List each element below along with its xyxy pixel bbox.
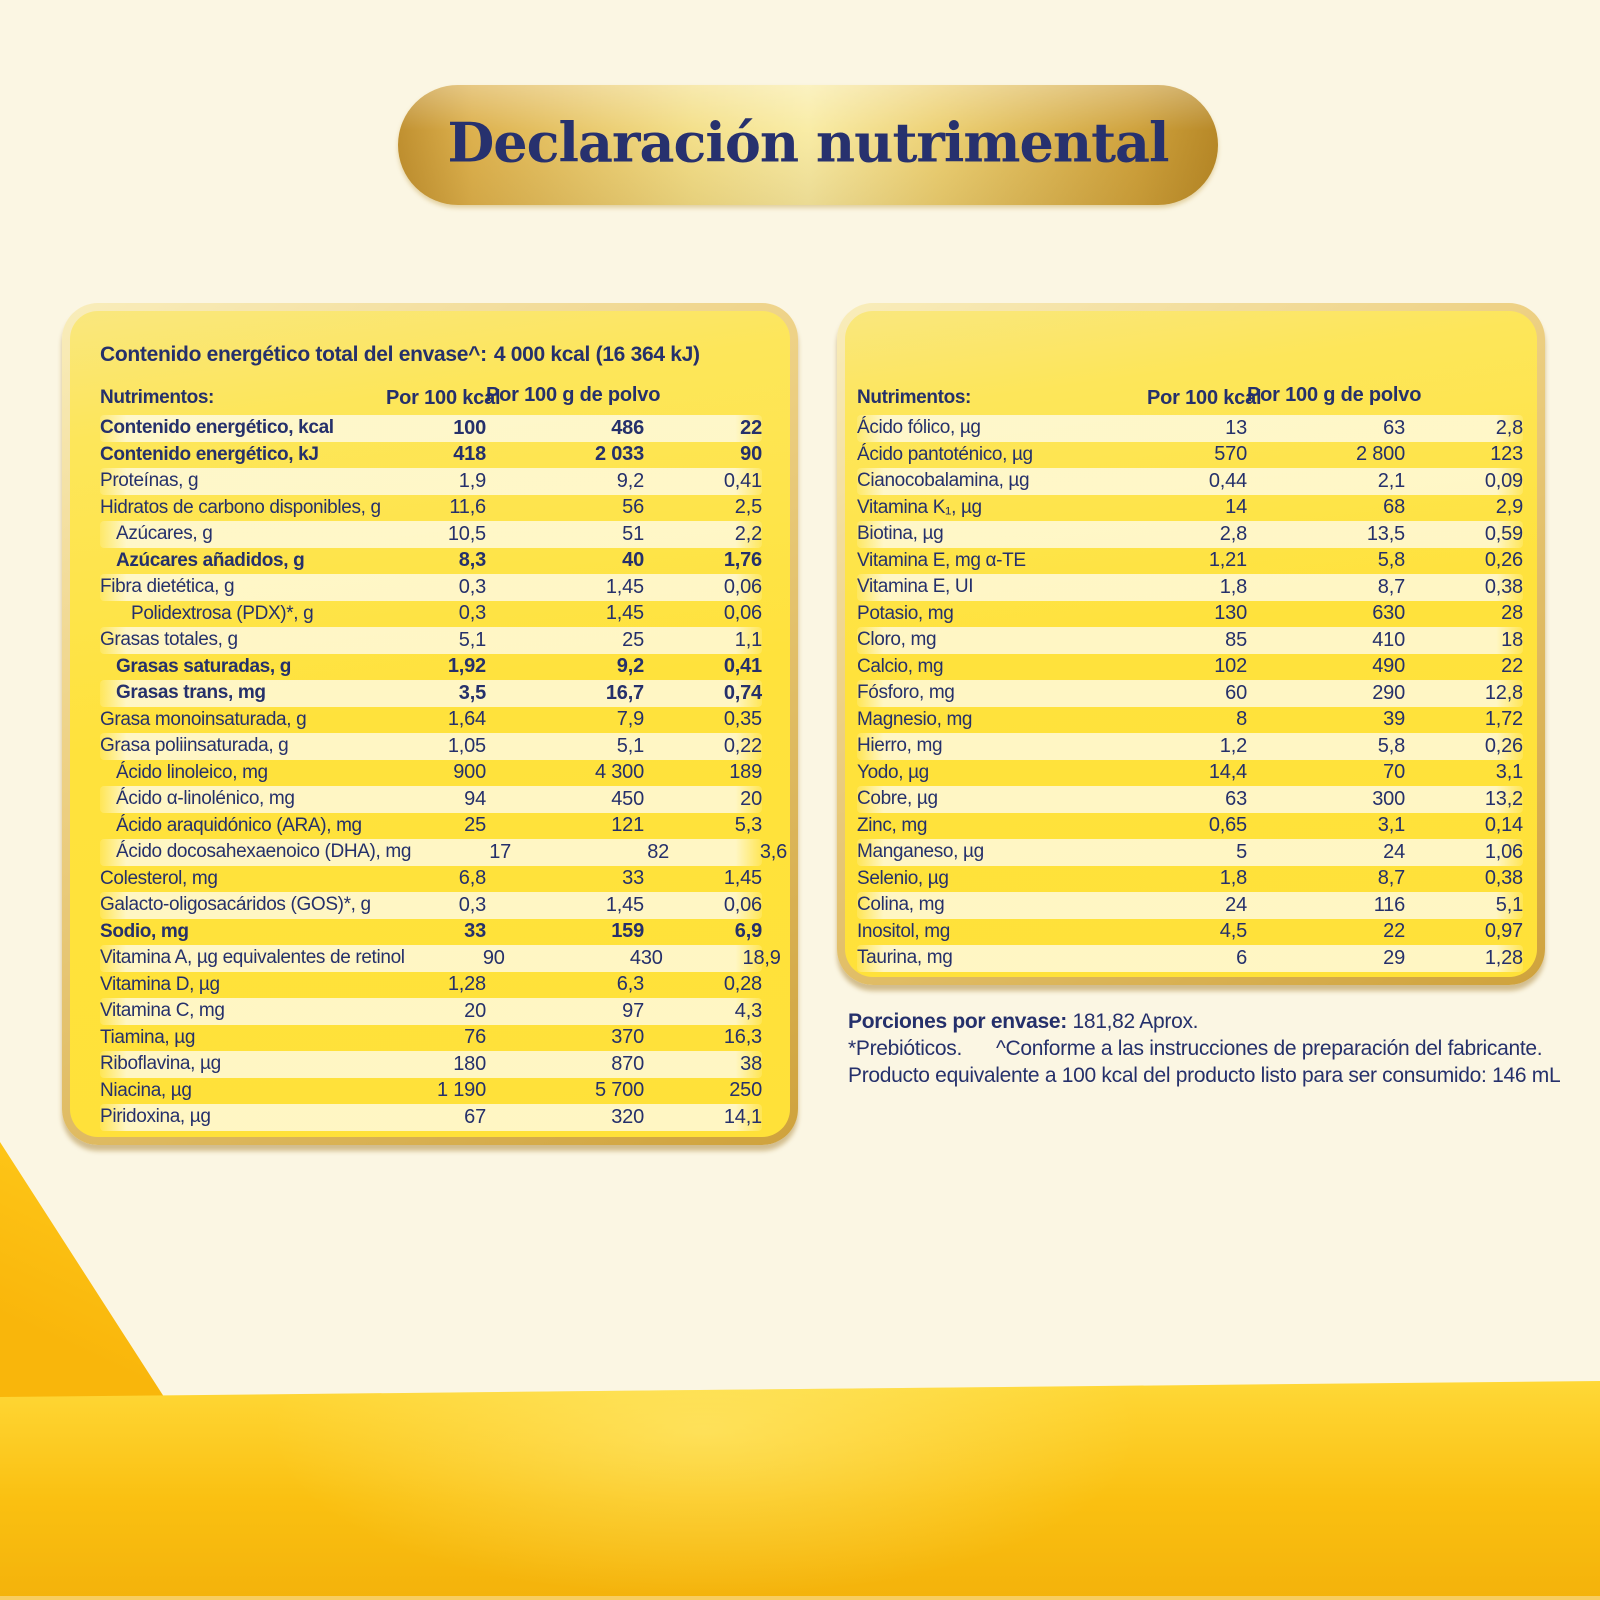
- nutrient-label: Azúcares añadidos, g: [116, 549, 305, 571]
- prebiotics-note: *Prebióticos.: [848, 1037, 962, 1060]
- notes-line: [848, 1035, 1568, 1062]
- value-per-100kcal: 13: [1225, 416, 1247, 439]
- value-per-100g: 33: [622, 867, 644, 890]
- value-per-serving: 28: [1501, 602, 1523, 625]
- value-per-serving: 1,28: [1484, 946, 1523, 969]
- value-per-100g: 430: [629, 946, 663, 969]
- value-per-100kcal: 1,28: [447, 973, 486, 996]
- table-row: [100, 1078, 762, 1105]
- value-per-serving: 0,97: [1484, 920, 1523, 943]
- nutrient-label: Cloro, mg: [857, 629, 937, 651]
- value-per-serving: 0,59: [1484, 522, 1523, 545]
- value-per-serving: 3,1: [1495, 761, 1523, 784]
- value-per-100g: 70: [1383, 761, 1405, 784]
- nutrient-label: Vitamina D, µg: [100, 973, 220, 995]
- value-per-100kcal: 6: [1236, 946, 1247, 969]
- nutrient-label: Potasio, mg: [857, 602, 954, 624]
- nutrition-panel-right-inner: [845, 311, 1537, 977]
- nutrition-panel-left: [62, 303, 798, 1145]
- value-per-100kcal: 8,3: [458, 549, 486, 572]
- value-per-100kcal: 94: [464, 787, 486, 810]
- nutrient-label: Ácido linoleico, mg: [116, 761, 268, 783]
- value-per-serving: 3,6: [759, 840, 788, 863]
- energy-total-line: [100, 339, 762, 371]
- table-row: [100, 680, 762, 707]
- value-per-100kcal: 5: [1236, 840, 1247, 863]
- value-per-serving: 5,1: [1495, 893, 1523, 916]
- nutrient-label: Ácido α-linolénico, mg: [116, 788, 295, 810]
- value-per-100g: 29: [1383, 946, 1405, 969]
- value-per-100g: 7,9: [616, 708, 644, 731]
- value-per-serving: 13,2: [1484, 787, 1523, 810]
- value-per-100kcal: 0,3: [458, 575, 486, 598]
- value-per-serving: 18: [1501, 628, 1523, 651]
- table-row: [100, 813, 762, 840]
- value-per-100g: 410: [1372, 628, 1405, 651]
- value-per-100g: 159: [611, 920, 644, 943]
- value-per-100kcal: 85: [1225, 628, 1247, 651]
- bottom-yellow-band-decoration: [0, 1381, 1600, 1600]
- value-per-100g: 24: [1383, 840, 1405, 863]
- table-row: [857, 919, 1523, 946]
- value-per-serving: 0,26: [1484, 549, 1523, 572]
- value-per-100kcal: 1,92: [447, 655, 486, 678]
- table-row: [100, 548, 762, 575]
- header-per-100g: Por 100 g de polvo: [1247, 383, 1422, 406]
- value-per-100kcal: 0,3: [458, 893, 486, 916]
- table-row: [857, 548, 1523, 575]
- table-row: [100, 786, 762, 813]
- value-per-serving: 0,26: [1484, 734, 1523, 757]
- table-body-right: [857, 415, 1523, 972]
- nutrient-label: Tiamina, µg: [100, 1026, 196, 1048]
- servings-label: Porciones por envase:: [848, 1010, 1067, 1033]
- value-per-100g: 2,1: [1377, 469, 1405, 492]
- nutrient-label: Ácido araquidónico (ARA), mg: [116, 814, 362, 836]
- nutrient-label: Manganeso, µg: [857, 841, 984, 863]
- value-per-serving: 0,14: [1484, 814, 1523, 837]
- value-per-serving: 189: [729, 761, 762, 784]
- value-per-100kcal: 14,4: [1208, 761, 1247, 784]
- value-per-serving: 0,06: [723, 602, 762, 625]
- value-per-100kcal: 180: [453, 1052, 486, 1075]
- value-per-100g: 25: [622, 628, 644, 651]
- value-per-serving: 12,8: [1484, 681, 1523, 704]
- table-row: [100, 601, 762, 628]
- table-row: [100, 972, 762, 999]
- table-header-right: [857, 381, 1523, 415]
- equivalence-line: [848, 1062, 1568, 1089]
- table-row: [857, 786, 1523, 813]
- value-per-100kcal: 10,5: [447, 522, 486, 545]
- value-per-100g: 13,5: [1366, 522, 1405, 545]
- table-row: [100, 654, 762, 681]
- value-per-serving: 0,41: [723, 469, 762, 492]
- value-per-100g: 1,45: [605, 893, 644, 916]
- value-per-serving: 2,8: [1495, 416, 1523, 439]
- value-per-serving: 2,2: [734, 522, 762, 545]
- value-per-100g: 82: [647, 840, 670, 863]
- value-per-100g: 51: [622, 522, 644, 545]
- value-per-100kcal: 17: [489, 840, 512, 863]
- nutrient-label: Biotina, µg: [857, 523, 944, 545]
- value-per-serving: 1,06: [1484, 840, 1523, 863]
- nutrient-label: Taurina, mg: [857, 947, 953, 969]
- header-per-100kcal: Por 100 kcal: [386, 386, 501, 409]
- servings-value: 181,82 Aprox.: [1072, 1010, 1199, 1033]
- value-per-100g: 2 800: [1355, 443, 1405, 466]
- value-per-100kcal: 102: [1214, 655, 1247, 678]
- table-row: [857, 574, 1523, 601]
- nutrient-label: Colesterol, mg: [100, 867, 218, 889]
- value-per-serving: 22: [740, 416, 762, 439]
- table-row: [857, 601, 1523, 628]
- nutrition-panel-left-inner: [70, 311, 790, 1137]
- value-per-100kcal: 76: [464, 1026, 486, 1049]
- value-per-100g: 486: [611, 416, 644, 439]
- nutrient-label: Vitamina C, mg: [100, 1000, 225, 1022]
- value-per-100kcal: 1,21: [1208, 549, 1247, 572]
- value-per-100kcal: 1,64: [447, 708, 486, 731]
- nutrient-label: Sodio, mg: [100, 920, 189, 942]
- value-per-100kcal: 60: [1225, 681, 1247, 704]
- value-per-100g: 8,7: [1377, 867, 1405, 890]
- value-per-serving: 14,1: [723, 1105, 762, 1128]
- table-row: [857, 733, 1523, 760]
- nutrient-label: Galacto-oligosacáridos (GOS)*, g: [100, 894, 371, 916]
- nutrient-label: Vitamina A, µg equivalentes de retinol: [100, 947, 405, 969]
- table-row: [100, 627, 762, 654]
- table-row: [857, 866, 1523, 893]
- value-per-100kcal: 100: [453, 416, 486, 439]
- table-row: [857, 415, 1523, 442]
- nutrient-label: Ácido fólico, µg: [857, 417, 981, 439]
- table-row: [857, 495, 1523, 522]
- value-per-100kcal: 63: [1225, 787, 1247, 810]
- value-per-100g: 22: [1383, 920, 1405, 943]
- table-body-left: [100, 415, 788, 1131]
- value-per-100kcal: 1,8: [1219, 575, 1247, 598]
- nutrient-label: Cianocobalamina, µg: [857, 470, 1030, 492]
- value-per-serving: 2,9: [1495, 496, 1523, 519]
- table-row: [100, 1104, 762, 1131]
- value-per-100kcal: 130: [1214, 602, 1247, 625]
- table-row: [857, 760, 1523, 787]
- value-per-100g: 5,1: [616, 734, 644, 757]
- value-per-100g: 39: [1383, 708, 1405, 731]
- nutrient-label: Colina, mg: [857, 894, 945, 916]
- value-per-serving: 0,74: [723, 681, 762, 704]
- table-row: [857, 627, 1523, 654]
- table-row: [857, 839, 1523, 866]
- header-nutrients: Nutrimentos:: [857, 387, 972, 408]
- value-per-100g: 370: [611, 1026, 644, 1049]
- value-per-100kcal: 2,8: [1219, 522, 1247, 545]
- preparation-note: ^Conforme a las instrucciones de preparación del fabricante.: [996, 1037, 1543, 1060]
- nutrient-label: Cobre, µg: [857, 788, 938, 810]
- value-per-100g: 870: [611, 1052, 644, 1075]
- table-row: [857, 680, 1523, 707]
- value-per-100g: 63: [1383, 416, 1405, 439]
- value-per-100g: 121: [611, 814, 644, 837]
- table-row: [100, 1051, 762, 1078]
- value-per-serving: 1,72: [1484, 708, 1523, 731]
- value-per-serving: 20: [740, 787, 762, 810]
- energy-total-label: Contenido energético total del envase^:: [100, 343, 487, 366]
- value-per-100kcal: 418: [453, 443, 486, 466]
- table-row: [857, 468, 1523, 495]
- value-per-100kcal: 570: [1214, 443, 1247, 466]
- value-per-100kcal: 11,6: [449, 496, 486, 519]
- value-per-serving: 5,3: [734, 814, 762, 837]
- value-per-serving: 16,3: [723, 1026, 762, 1049]
- nutrient-label: Fibra dietética, g: [100, 576, 235, 598]
- table-row: [100, 839, 788, 866]
- value-per-100kcal: 0,3: [458, 602, 486, 625]
- table-row: [857, 892, 1523, 919]
- nutrient-label: Hidratos de carbono disponibles, g: [100, 496, 381, 518]
- value-per-100kcal: 67: [464, 1105, 486, 1128]
- value-per-100g: 6,3: [616, 973, 644, 996]
- value-per-serving: 1,45: [723, 867, 762, 890]
- nutrient-label: Grasas trans, mg: [116, 682, 266, 704]
- table-row: [100, 574, 762, 601]
- title-banner: [398, 85, 1218, 205]
- footnotes: [848, 1008, 1568, 1089]
- value-per-100kcal: 900: [453, 761, 486, 784]
- value-per-100g: 40: [622, 549, 644, 572]
- value-per-100g: 320: [611, 1105, 644, 1128]
- nutrient-label: Polidextrosa (PDX)*, g: [131, 602, 314, 624]
- value-per-100g: 1,45: [605, 575, 644, 598]
- nutrient-label: Fósforo, mg: [857, 682, 955, 704]
- table-header-left: [100, 381, 762, 415]
- value-per-100g: 3,1: [1377, 814, 1405, 837]
- value-per-100kcal: 1,05: [447, 734, 486, 757]
- value-per-100g: 68: [1383, 496, 1405, 519]
- value-per-serving: 18,9: [742, 946, 781, 969]
- value-per-serving: 2,5: [734, 496, 762, 519]
- nutrient-label: Yodo, µg: [857, 761, 929, 783]
- table-row: [100, 442, 762, 469]
- value-per-100kcal: 20: [464, 999, 486, 1022]
- table-row: [100, 945, 781, 972]
- table-row: [100, 1025, 762, 1052]
- value-per-100kcal: 4,5: [1219, 920, 1247, 943]
- nutrient-label: Vitamina E, UI: [857, 576, 974, 598]
- value-per-100g: 2 033: [594, 443, 644, 466]
- nutrient-label: Vitamina E, mg α-TE: [857, 549, 1026, 571]
- value-per-100kcal: 1 190: [436, 1079, 486, 1102]
- value-per-100g: 9,2: [616, 655, 644, 678]
- nutrient-label: Hierro, mg: [857, 735, 943, 757]
- value-per-100kcal: 25: [464, 814, 486, 837]
- value-per-100g: 4 300: [594, 761, 644, 784]
- table-row: [100, 707, 762, 734]
- nutrient-label: Ácido docosahexaenoico (DHA), mg: [116, 841, 412, 863]
- value-per-100kcal: 3,5: [458, 681, 486, 704]
- nutrient-label: Grasa poliinsaturada, g: [100, 735, 289, 757]
- nutrient-label: Ácido pantoténico, µg: [857, 443, 1033, 465]
- value-per-100kcal: 1,9: [458, 469, 486, 492]
- value-per-100g: 300: [1372, 787, 1405, 810]
- value-per-serving: 0,06: [723, 575, 762, 598]
- value-per-100kcal: 0,44: [1208, 469, 1247, 492]
- value-per-100g: 630: [1372, 602, 1405, 625]
- value-per-100kcal: 6,8: [458, 867, 486, 890]
- table-row: [100, 998, 762, 1025]
- value-per-100g: 1,45: [605, 602, 644, 625]
- nutrient-label: Zinc, mg: [857, 814, 928, 836]
- value-per-serving: 0,38: [1484, 575, 1523, 598]
- value-per-serving: 1,76: [723, 549, 762, 572]
- nutrient-label: Inositol, mg: [857, 920, 950, 942]
- value-per-serving: 123: [1490, 443, 1523, 466]
- nutrient-label: Contenido energético, kJ: [100, 443, 319, 465]
- value-per-serving: 0,28: [723, 973, 762, 996]
- table-row: [857, 945, 1523, 972]
- table-row: [100, 468, 762, 495]
- value-per-serving: 6,9: [734, 920, 762, 943]
- nutrient-label: Magnesio, mg: [857, 708, 973, 730]
- value-per-serving: 0,09: [1484, 469, 1523, 492]
- nutrient-label: Grasa monoinsaturada, g: [100, 708, 307, 730]
- value-per-100kcal: 0,65: [1208, 814, 1247, 837]
- nutrient-label: Azúcares, g: [116, 523, 213, 545]
- energy-total-value: 4 000 kcal (16 364 kJ): [493, 343, 700, 366]
- value-per-serving: 0,35: [723, 708, 762, 731]
- value-per-100g: 16,7: [605, 681, 644, 704]
- bottom-left-wedge-decoration: [0, 1142, 166, 1400]
- servings-line: [848, 1008, 1568, 1035]
- value-per-100g: 5 700: [594, 1079, 644, 1102]
- value-per-100kcal: 1,8: [1219, 867, 1247, 890]
- nutrient-label: Grasas totales, g: [100, 629, 238, 651]
- table-row: [100, 521, 762, 548]
- value-per-100g: 56: [622, 496, 644, 519]
- table-row: [100, 892, 762, 919]
- value-per-100g: 9,2: [616, 469, 644, 492]
- table-row: [100, 495, 762, 522]
- value-per-serving: 1,1: [734, 628, 762, 651]
- table-row: [857, 442, 1523, 469]
- nutrition-panel-right: [837, 303, 1545, 985]
- nutrient-label: Proteínas, g: [100, 470, 199, 492]
- value-per-serving: 4,3: [734, 999, 762, 1022]
- value-per-100kcal: 24: [1225, 893, 1247, 916]
- value-per-100g: 5,8: [1377, 549, 1405, 572]
- value-per-serving: 250: [729, 1079, 762, 1102]
- value-per-100g: 290: [1372, 681, 1405, 704]
- nutrient-label: Grasas saturadas, g: [116, 655, 292, 677]
- table-row: [100, 733, 762, 760]
- table-row: [857, 813, 1523, 840]
- value-per-100kcal: 14: [1225, 496, 1247, 519]
- table-row: [857, 707, 1523, 734]
- nutrient-label: Riboflavina, µg: [100, 1053, 221, 1075]
- value-per-100g: 450: [611, 787, 644, 810]
- table-row: [100, 760, 762, 787]
- value-per-serving: 0,41: [723, 655, 762, 678]
- table-row: [100, 866, 762, 893]
- header-per-100g: Por 100 g de polvo: [486, 383, 661, 406]
- nutrient-label: Selenio, µg: [857, 867, 949, 889]
- value-per-serving: 22: [1501, 655, 1523, 678]
- value-per-100kcal: 8: [1236, 708, 1247, 731]
- value-per-100kcal: 5,1: [458, 628, 486, 651]
- nutrient-label: Vitamina K₁, µg: [857, 496, 982, 518]
- value-per-100kcal: 90: [482, 946, 505, 969]
- value-per-100g: 5,8: [1377, 734, 1405, 757]
- nutrient-label: Calcio, mg: [857, 655, 944, 677]
- value-per-serving: 0,06: [723, 893, 762, 916]
- value-per-100g: 116: [1373, 893, 1405, 916]
- nutrient-label: Contenido energético, kcal: [100, 417, 334, 439]
- value-per-serving: 0,38: [1484, 867, 1523, 890]
- value-per-serving: 38: [740, 1052, 762, 1075]
- table-row: [857, 521, 1523, 548]
- table-row: [857, 654, 1523, 681]
- nutrient-label: Piridoxina, µg: [100, 1106, 211, 1128]
- value-per-100kcal: 1,2: [1219, 734, 1247, 757]
- bottom-edge-highlight: [0, 1596, 1600, 1600]
- header-nutrients: Nutrimentos:: [100, 387, 215, 408]
- value-per-100g: 8,7: [1377, 575, 1405, 598]
- value-per-serving: 0,22: [723, 734, 762, 757]
- nutrient-label: Niacina, µg: [100, 1079, 192, 1101]
- equivalence-note: Producto equivalente a 100 kcal del producto listo para ser consumido: 146 mL: [848, 1064, 1561, 1087]
- value-per-100g: 97: [622, 999, 644, 1022]
- value-per-100kcal: 33: [464, 920, 486, 943]
- value-per-100g: 490: [1372, 655, 1405, 678]
- table-row: [100, 919, 762, 946]
- value-per-serving: 90: [740, 443, 762, 466]
- table-row: [100, 415, 762, 442]
- page-title: Declaración nutrimental: [447, 110, 1169, 175]
- header-per-100kcal: Por 100 kcal: [1147, 386, 1262, 409]
